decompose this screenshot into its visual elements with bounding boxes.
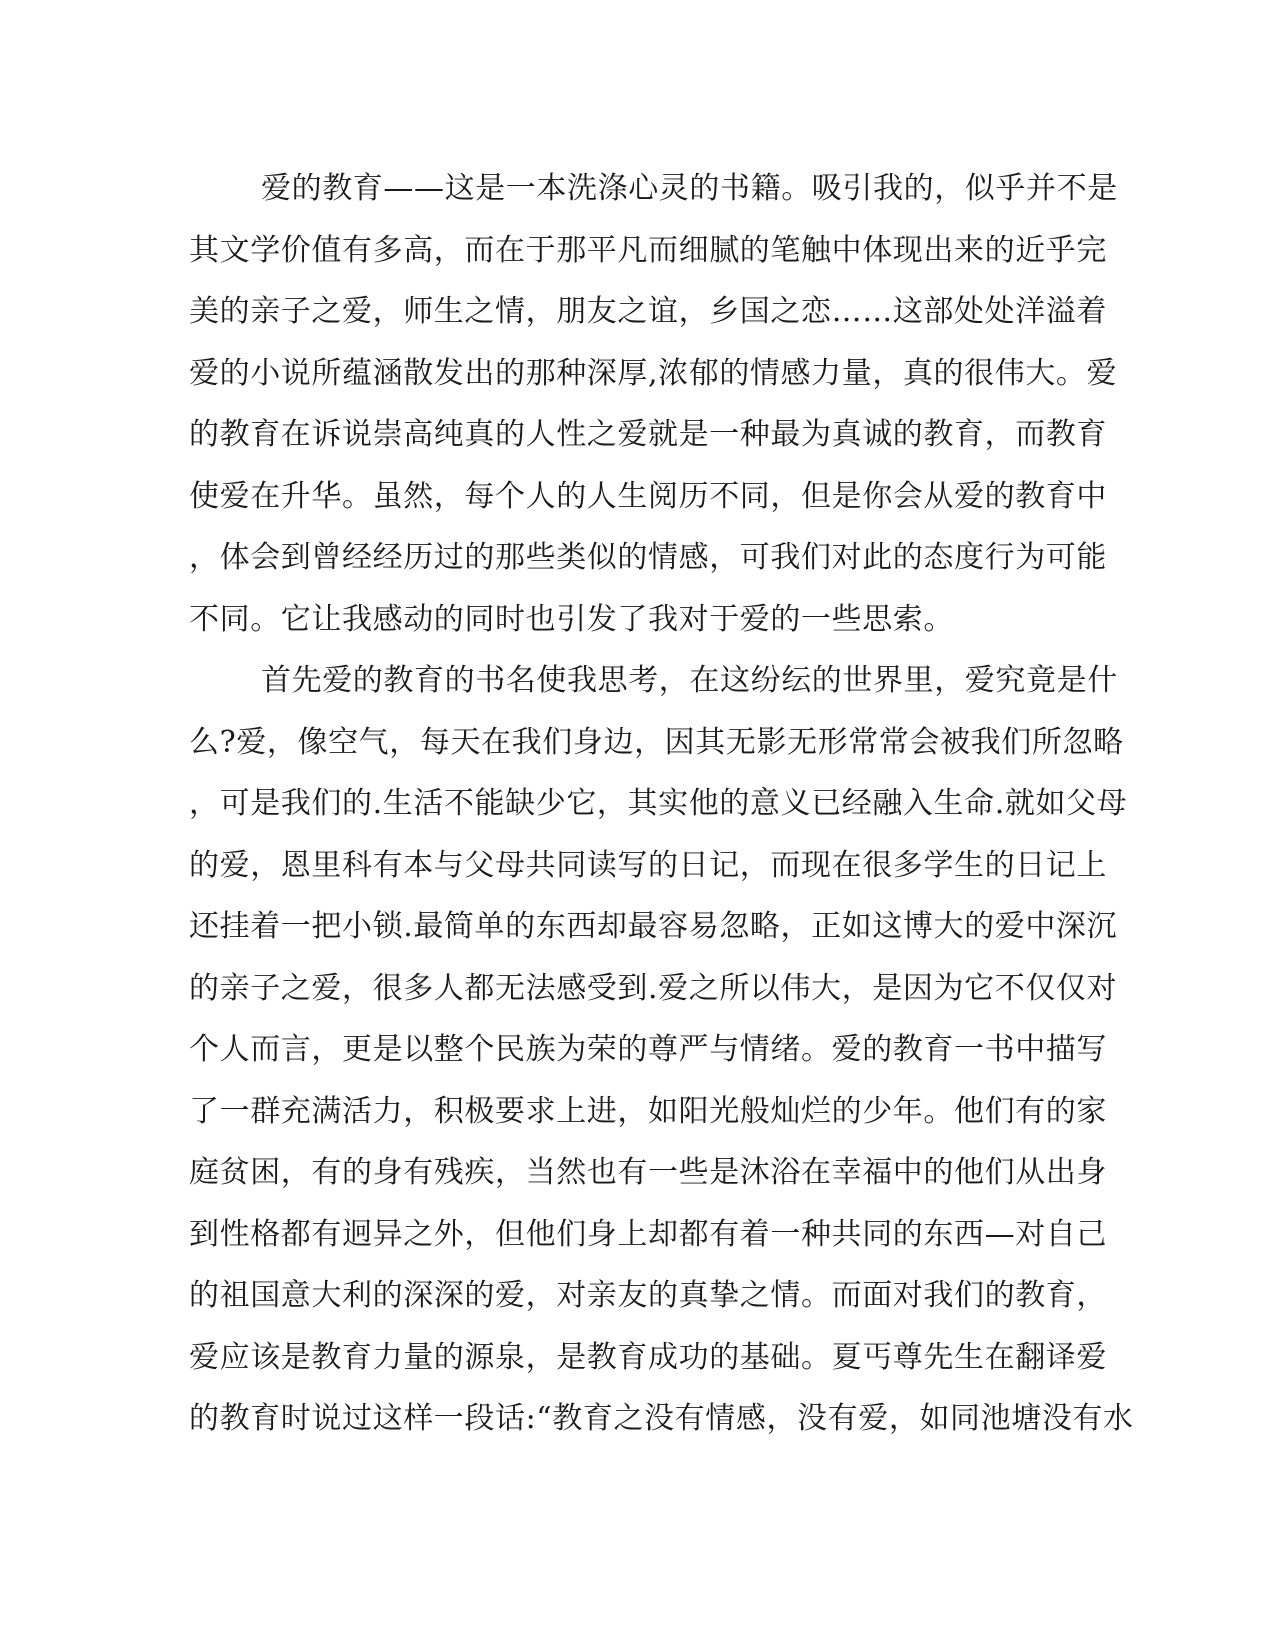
document-body — [189, 158, 1134, 1450]
paragraph-line: 首先爱的教育的书名使我思考，在这纷纭的世界里，爱究竟是什 — [261, 663, 1118, 698]
paragraph-line: 的爱，恩里科有本与父母共同读写的日记，而现在很多学生的日记上 — [189, 847, 1107, 883]
paragraph-line: 不同。它让我感动的同时也引发了我对于爱的一些思索。 — [189, 601, 954, 637]
paragraph-line: 到性格都有迥异之外，但他们身上却都有着一种共同的东西—对自己 — [189, 1216, 1107, 1252]
paragraph-line: 个人而言，更是以整个民族为荣的尊严与情绪。爱的教育一书中描写 — [189, 1032, 1107, 1067]
paragraph-line: 庭贫困，有的身有残疾，当然也有一些是沐浴在幸福中的他们从出身 — [189, 1155, 1107, 1190]
paragraph-line: 使爱在升华。虽然，每个人的人生阅历不同，但是你会从爱的教育中 — [189, 478, 1107, 514]
paragraph-line: 的教育在诉说崇高纯真的人性之爱就是一种最为真诚的教育，而教育 — [189, 417, 1107, 452]
paragraph-line: 还挂着一把小锁.最简单的东西却最容易忽略，正如这博大的爱中深沉 — [189, 909, 1118, 944]
paragraph-line: ，体会到曾经经历过的那些类似的情感，可我们对此的态度行为可能 — [189, 540, 1107, 575]
paragraph-line: 爱的小说所蕴涵散发出的那种深厚,浓郁的情感力量，真的很伟大。爱 — [189, 355, 1118, 391]
paragraph-line: 的亲子之爱，很多人都无法感受到.爱之所以伟大，是因为它不仅仅对 — [189, 970, 1118, 1006]
paragraph-1 — [189, 158, 1118, 650]
paragraph-line: 么?爱，像空气，每天在我们身边，因其无影无形常常会被我们所忽略 — [189, 724, 1124, 760]
paragraph-line: 其文学价值有多高，而在于那平凡而细腻的笔触中体现出来的近乎完 — [189, 232, 1107, 268]
paragraph-line: 的教育时说过这样一段话:“教育之没有情感，没有爱，如同池塘没有水 — [189, 1401, 1134, 1436]
paragraph-line: 美的亲子之爱，师生之情，朋友之谊，乡国之恋……这部处处洋溢着 — [189, 294, 1107, 329]
paragraph-2 — [189, 650, 1134, 1450]
paragraph-line: 了一群充满活力，积极要求上进，如阳光般灿烂的少年。他们有的家 — [189, 1093, 1107, 1129]
paragraph-line: 的祖国意大利的深深的爱，对亲友的真挚之情。而面对我们的教育， — [189, 1278, 1107, 1313]
paragraph-line: 爱的教育——这是一本洗涤心灵的书籍。吸引我的，似乎并不是 — [261, 171, 1118, 206]
paragraph-line: ，可是我们的.生活不能缺少它，其实他的意义已经融入生命.就如父母 — [189, 786, 1128, 821]
paragraph-line: 爱应该是教育力量的源泉，是教育成功的基础。夏丐尊先生在翻译爱 — [189, 1339, 1107, 1375]
